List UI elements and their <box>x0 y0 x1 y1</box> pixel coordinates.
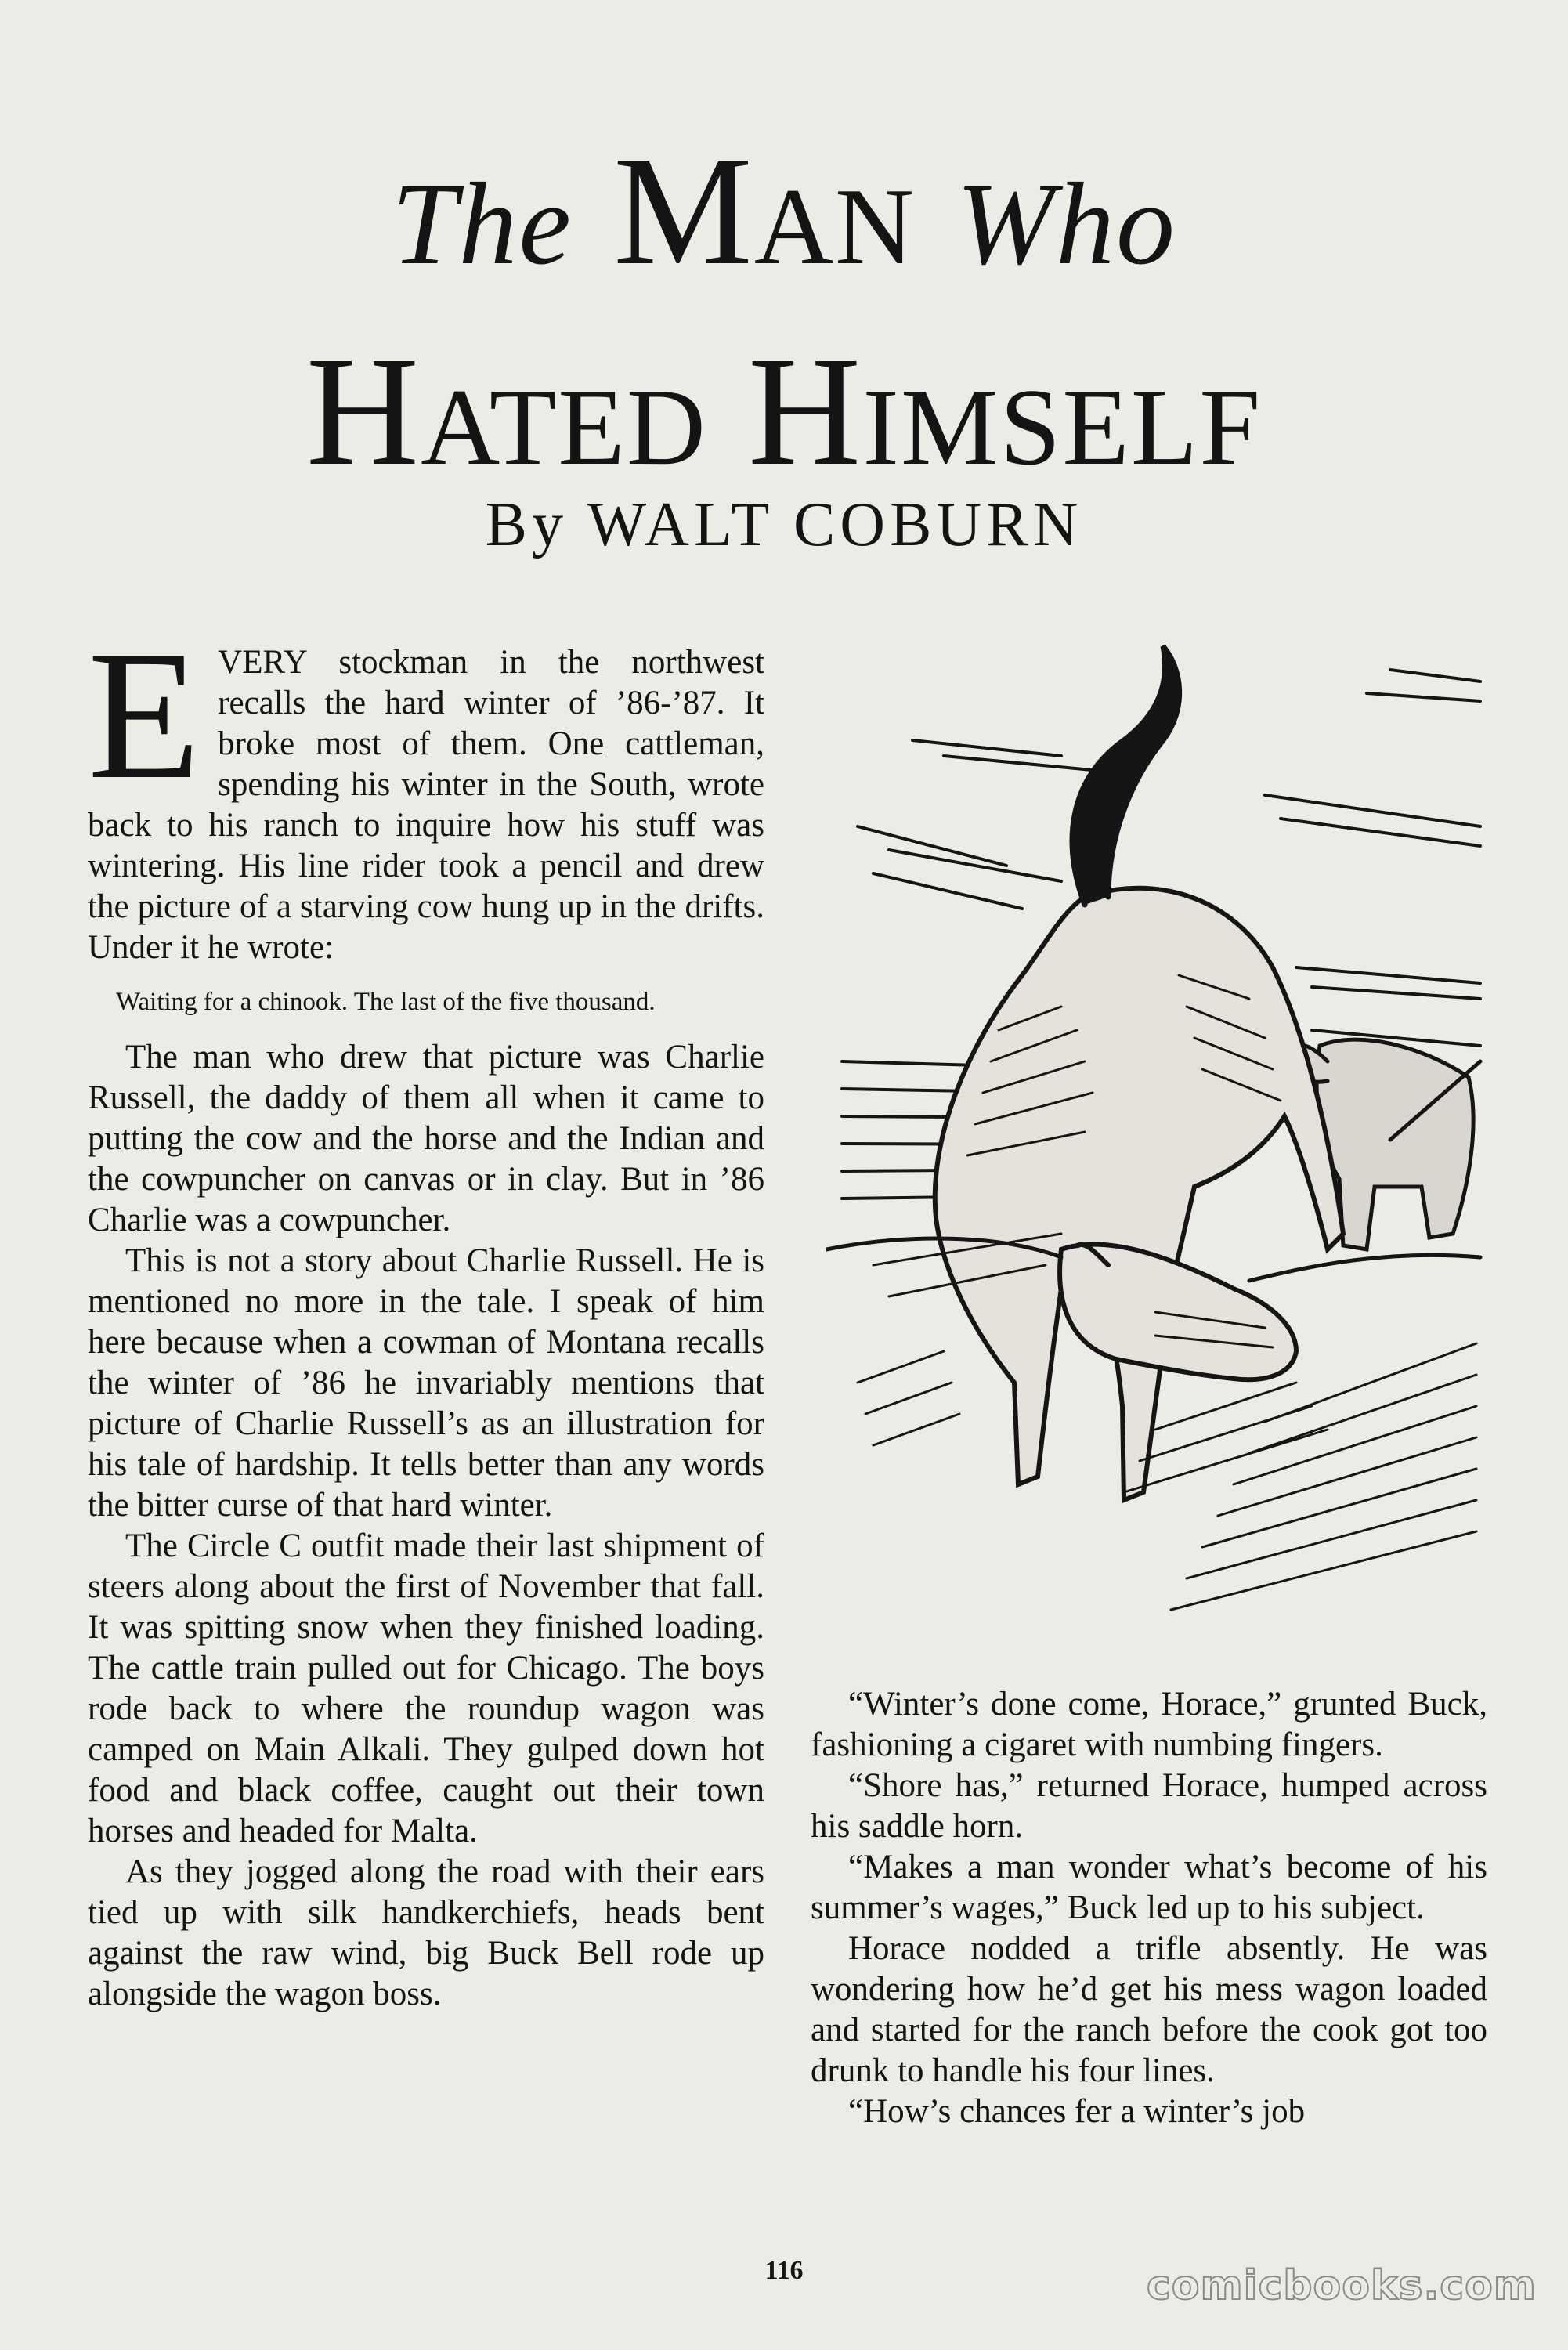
title-line-2: Hated Himself <box>305 325 1263 498</box>
paragraph-9: Horace nodded a trifle absently. He was wondering how he’d get his mess wagon loaded and started for the ranch before the cook got too drunk to handle his four lines. <box>811 1930 1487 2089</box>
paragraph-2: The man who drew that picture was Charlie Russell, the daddy of them all when it came to putting the cow and the horse and the Indian and the cowpuncher on canvas or in clay. But in ’86 Charlie was a cowpuncher. <box>88 1039 764 1238</box>
byline <box>0 490 1568 561</box>
paragraph-3: This is not a story about Charlie Russell. He is mentioned no more in the tale. I speak of him here because when a cowman of Montana recalls the winter of ’86 he invariably mentions that picture of Charlie Russell’s as an illustration for his tale of hardship. It tells better than any words the bitter curse of that hard winter. <box>88 1242 764 1524</box>
byline-author: WALT COBURN <box>587 490 1083 559</box>
page-number: 116 <box>764 2256 804 2285</box>
paragraph-1: VERY stockman in the northwest recalls the hard winter of ’86-’87. It broke most of them. One cattleman, spending his winter in the South, wrote back to his ranch to inquire how his stuff was wintering. His line rider took a pencil and drew the picture of a starving cow hung up in the drifts. Under it he wrote: <box>88 644 764 966</box>
title-word-who: Who <box>956 159 1176 289</box>
title-line-1 <box>0 118 1568 318</box>
story-title <box>0 118 1568 506</box>
cattle-illustration <box>826 638 1484 1618</box>
title-word-man: Man <box>613 125 916 298</box>
paragraph-7: “Shore has,” returned Horace, humped across his saddle horn. <box>811 1767 1487 1845</box>
drop-cap: E <box>88 613 201 818</box>
paragraph-5: As they jogged along the road with their ears tied up with silk handkerchiefs, heads bent against the raw wind, big Buck Bell rode up alongside the wagon boss. <box>88 1853 764 2012</box>
caption-quote: Waiting for a chinook. The last of the five thousand. <box>116 988 656 1016</box>
site-watermark: comicbooks.com <box>1146 2262 1537 2309</box>
paragraph-10: “How’s chances fer a winter’s job <box>848 2093 1306 2130</box>
paragraph-8: “Makes a man wonder what’s become of his summer’s wages,” Buck led up to his subject. <box>811 1849 1487 1926</box>
right-column <box>811 1684 1487 2132</box>
paragraph-4: The Circle C outfit made their last shipment of steers along about the first of November that fall. It was spitting snow when they finished loading. The cattle train pulled out for Chicago. The boys rode back to where the roundup wagon was camped on Main Alkali. They gulped down hot food and black coffee, caught out their town horses and headed for Malta. <box>88 1528 764 1849</box>
title-word-the: The <box>392 159 573 289</box>
left-column <box>88 613 764 2015</box>
paragraph-6: “Winter’s done come, Horace,” grunted Buck, fashioning a cigaret with numbing fingers. <box>811 1686 1487 1763</box>
byline-by: By <box>485 490 569 559</box>
